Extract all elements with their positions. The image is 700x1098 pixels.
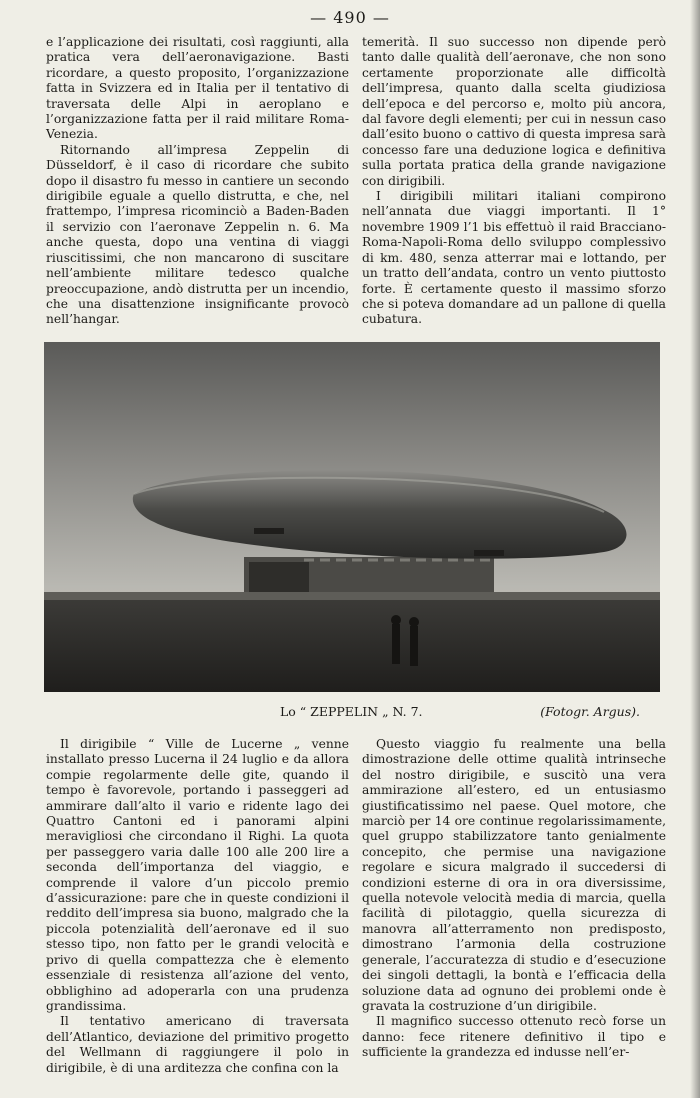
- paragraph: temerità. Il suo successo non dipende però tanto dalle qualità dell’aeronave, che non sono certamente proporzionate alle difficoltà dell’impresa, quanto dalla scelta giudiziosa dell’epoca e del percorso e, molto più ancora, dal favore degli elementi; per cui in nessun caso dall’esito buono o cattivo di questa impresa sarà concesso fare una deduzione logica e definitiva sulla portata pratica della grande navigazione con dirigibili.: [362, 35, 666, 188]
- paragraph: e l’applicazione dei risultati, così raggiunti, alla pratica vera dell’aeronavigazione. Basti ricordare, a questo proposito, l’organizzazione fatta in Svizzera ed in Italia per il tentativo di traversata delle Alpi in aeroplano e l’organizzazione fatta per il raid militare Roma-Venezia.: [46, 35, 349, 142]
- column-bottom-left: [46, 737, 349, 1076]
- paragraph: Il tentativo americano di traversata dell’Atlantico, deviazione del primitivo progetto del Wellmann di raggiungere il polo in dirigibile, è di una arditezza che confina con la: [46, 1014, 349, 1075]
- paragraph: Ritornando all’impresa Zeppelin di Düsseldorf, è il caso di ricordare che subito dopo il disastro fu messo in cantiere un secondo dirigibile eguale a quello distrutta, e che, nel frattempo, l’impresa ricominciò a Baden-Baden il servizio con l’aeronave Zeppelin n. 6. Ma anche questa, dopo una ventina di viaggi riuscitissimi, che non mancarono di suscitare nell’ambiente militare tedesco qualche preoccupazione, andò distrutta per un incendio, che una disattenzione insignificante provocò nell’hangar.: [46, 142, 349, 327]
- paragraph: Il magnifico successo ottenuto recò forse un danno: fece ritenere definitivo il tipo e sufficiente la grandezza ed indusse nell’er-: [362, 1014, 666, 1060]
- paragraph: I dirigibili militari italiani compirono nell’annata due viaggi importanti. Il 1° novembre 1909 l’1 bis effettuò il raid Bracciano-Roma-Napoli-Roma dello sviluppo complessivo di km. 480, senza atterrar mai e lottando, per un tratto dell’andata, contro un vento piuttosto forte. È certamente questo il massimo sforzo che si poteva domandare ad un pallone di quella cubatura.: [362, 189, 666, 327]
- caption-credit: (Fotogr. Argus).: [540, 704, 640, 719]
- zeppelin-photograph: [44, 342, 660, 692]
- page-number: — 490 —: [310, 8, 390, 27]
- column-top-right: [362, 35, 666, 328]
- page-edge-shadow: [690, 0, 700, 1098]
- paragraph: Il dirigibile “ Ville de Lucerne „ venne installato presso Lucerna il 24 luglio e da allora compie regolarmente delle gite, quando il tempo è favorevole, portando i passeggeri ad ammirare dall’alto il vario e ridente lago dei Quattro Cantoni ed i panorami alpini meravigliosi che circondano il Righi. La quota per passeggero varia dalle 100 alle 200 lire a seconda dell’importanza del viaggio, e comprende il valore d’un piccolo premio d’assicurazione: pare che in queste condizioni il reddito dell’impresa sia buono, malgrado che la piccola potenzialità dell’aeronave ed il suo stesso tipo, non fatto per le grandi velocità e privo di quella compattezza che è elemento essenziale di resistenza all’azione del vento, obblighino ad adoperarla con una prudenza grandissima.: [46, 737, 349, 1013]
- paragraph: Questo viaggio fu realmente una bella dimostrazione delle ottime qualità intrinseche del nostro dirigibile, e suscitò una vera ammirazione all’estero, ed un entusiasmo giustificatissimo nel paese. Quel motore, che marciò per 14 ore continue regolarissimamente, quel gruppo stabilizzatore tanto genialmente concepito, che permise una navigazione regolare e sicura malgrado il succedersi di condizioni esterne di ora in ora diversissime, quella notevole velocità media di marcia, quella facilità di pilotaggio, quella sicurezza di manovra all’atterramento non predisposto, dimostrano l’armonia della costruzione generale, l’accuratezza di studio e d’esecuzione dei singoli dettagli, la bontà e l’efficacia della soluzione data ad ognuno dei problemi onde è gravata la costruzione d’un dirigibile.: [362, 737, 666, 1013]
- column-bottom-right: [362, 737, 666, 1061]
- column-top-left: [46, 35, 349, 328]
- caption-title: Lo “ ZEPPELIN „ N. 7.: [280, 704, 423, 719]
- zeppelin-photograph-image: [44, 342, 660, 692]
